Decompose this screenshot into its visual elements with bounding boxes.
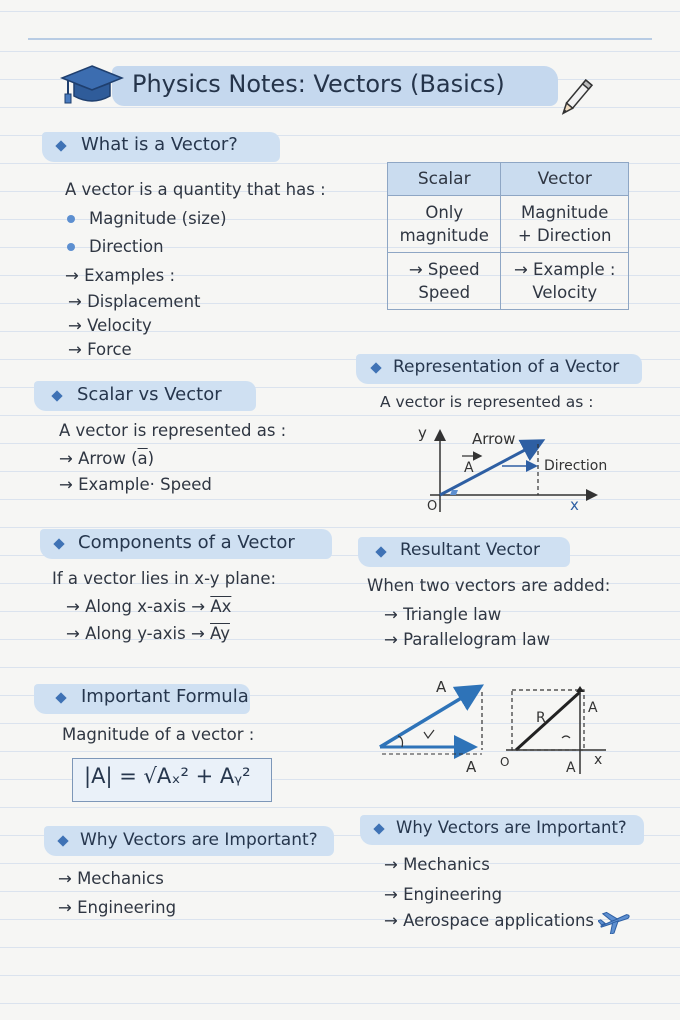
component-y-text: → Along y-axis → <box>66 624 205 643</box>
table-cell <box>501 253 629 310</box>
formula-intro: Magnitude of a vector : <box>62 725 255 744</box>
cell-line: + Direction <box>517 226 612 245</box>
pencil-icon <box>556 76 596 120</box>
example-force: → Force <box>68 340 132 359</box>
bullet-dot-icon <box>67 215 75 223</box>
resultant-r <box>516 692 580 750</box>
why-left-mechanics: → Mechanics <box>58 869 164 888</box>
example-speed: → Example· Speed <box>59 475 212 494</box>
table-cell <box>388 196 501 253</box>
resultant-intro: When two vectors are added: <box>367 576 611 595</box>
cell-line: Only <box>425 203 464 222</box>
para-a-right-label: A <box>588 700 598 716</box>
component-x <box>66 597 231 616</box>
axis-y-label: y <box>418 424 427 442</box>
bullet-dot-icon <box>67 243 75 251</box>
para-a-bottom-label: A <box>566 760 576 776</box>
resultant-arrow <box>380 688 478 747</box>
heading-representation: Representation of a Vector <box>393 357 620 377</box>
para-x-label: x <box>594 752 603 768</box>
angle-tick <box>424 730 434 738</box>
parallelogram-law-diagram <box>500 680 620 780</box>
scalar-vector-table <box>387 162 629 310</box>
vector-a-symbol: $\overline{a}$ <box>137 449 148 468</box>
graduation-cap-icon <box>60 62 124 108</box>
heading-resultant: Resultant Vector <box>400 540 540 560</box>
example-displacement: → Displacement <box>68 292 201 311</box>
tri-bottom-label: A <box>466 758 477 776</box>
magnitude-formula: |A| = √Aₓ² + Aᵧ² <box>84 764 251 788</box>
component-y-symbol: $\overline{Ay}$ <box>210 624 230 643</box>
axis-x-label: x <box>570 496 579 514</box>
heading-formula: Important Formula <box>81 686 249 707</box>
airplane-icon <box>598 908 632 934</box>
triangle-law: → Triangle law <box>384 605 502 624</box>
component-x-text: → Along x-axis → <box>66 597 206 616</box>
origin-label: O <box>427 499 438 514</box>
table-cell <box>501 196 629 253</box>
representation-diagram <box>410 420 630 520</box>
vector-arrow <box>440 442 540 495</box>
cell-line: Velocity <box>532 283 598 302</box>
vector-a-label: A <box>464 460 474 476</box>
bullet-magnitude: Magnitude (size) <box>89 209 227 228</box>
example-velocity: → Velocity <box>68 316 152 335</box>
direction-label: Direction <box>544 458 608 474</box>
examples-label: → Examples : <box>65 266 176 285</box>
scalar-vs-vector-intro: A vector is represented as : <box>59 421 287 440</box>
cell-line: Speed <box>418 283 471 302</box>
what-intro: A vector is a quantity that has : <box>65 180 326 199</box>
para-r-label: R <box>536 710 546 726</box>
page-title: Physics Notes: Vectors (Basics) <box>132 70 505 98</box>
tri-top-label: A <box>436 678 447 696</box>
arrow-notation <box>59 449 154 468</box>
representation-intro: A vector is represented as : <box>380 393 594 411</box>
cell-line: Magnitude <box>521 203 609 222</box>
para-origin-label: O <box>500 755 510 769</box>
cell-line: → Speed <box>408 260 480 279</box>
component-x-symbol: $\overline{Ax}$ <box>210 597 232 616</box>
heading-scalar-vs-vector: Scalar vs Vector <box>77 384 222 405</box>
arrow-notation-text: → Arrow ( <box>59 449 138 468</box>
why-right-mechanics: → Mechanics <box>384 855 490 874</box>
table-cell <box>388 253 501 310</box>
arrow-label: Arrow <box>472 430 516 448</box>
components-intro: If a vector lies in x-y plane: <box>52 569 277 588</box>
bullet-direction: Direction <box>89 237 164 256</box>
table-header-vector: Vector <box>501 163 629 196</box>
angle-arc <box>562 736 570 738</box>
arrow-notation-close: ) <box>147 449 155 468</box>
heading-why-right: Why Vectors are Important? <box>396 818 627 837</box>
cell-line: magnitude <box>399 226 489 245</box>
why-right-aerospace: → Aerospace applications <box>384 911 594 930</box>
parallelogram-law: → Parallelogram law <box>384 630 551 649</box>
heading-what-is-vector: What is a Vector? <box>81 134 238 155</box>
heading-why-left: Why Vectors are Important? <box>80 830 318 850</box>
heading-components: Components of a Vector <box>78 532 295 553</box>
component-y <box>66 624 230 643</box>
arrow-head <box>576 686 584 692</box>
why-right-engineering: → Engineering <box>384 885 503 904</box>
triangle-law-diagram <box>372 672 496 782</box>
cell-line: → Example : <box>513 260 616 279</box>
why-left-engineering: → Engineering <box>58 898 177 917</box>
table-header-scalar: Scalar <box>388 163 501 196</box>
top-rule <box>28 38 652 40</box>
